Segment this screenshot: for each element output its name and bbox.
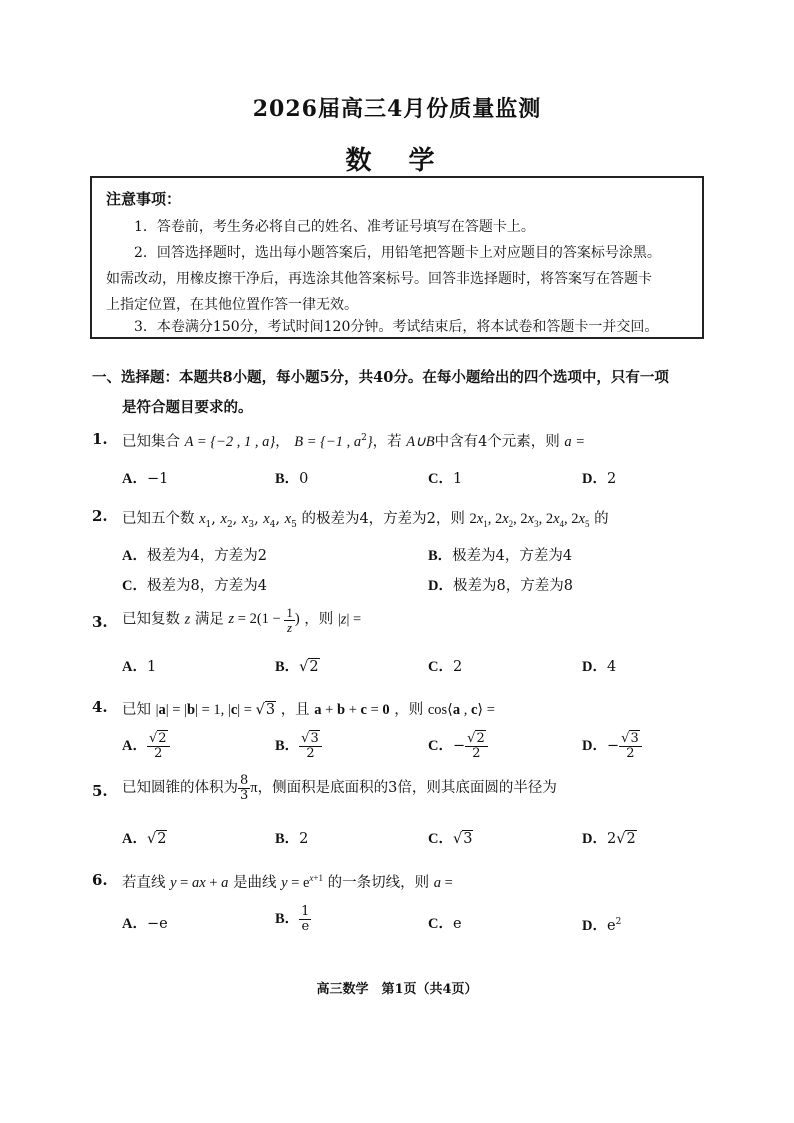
q2-option-b: B．极差为4，方差为4 (428, 548, 573, 564)
q3-option-b: B．√2 (275, 659, 319, 675)
q3-option-a: A．1 (122, 659, 157, 675)
q6-option-a: A．−e (122, 916, 168, 932)
question-6-number: 6. (92, 871, 108, 889)
question-4-number: 4. (92, 698, 108, 716)
q5-option-c: C．√3 (428, 831, 473, 847)
question-2-stem: 已知五个数 $x_1$, $x_2$, $x_3$, $x_4$, $x_5$ 的极差为4，方差为2，则 $2x_1$, $2x_2$, $2x_3$, $2x_4$, $2x_5$ 的 (122, 511, 609, 530)
q4-option-b: B． $\frac{√3}{2}$ (275, 732, 322, 760)
q5-option-d: D．2√2 (582, 831, 636, 847)
question-3-number: 3. (92, 613, 108, 631)
notice-line-4: 上指定位置，在其他位置作答一律无效。 (106, 297, 358, 313)
notice-line-2: 2．回答选择题时，选出每小题答案后，用铅笔把答题卡上对应题目的答案标号涂黑。 (134, 245, 661, 261)
question-2-number: 2. (92, 507, 108, 525)
q5-option-b: B．2 (275, 831, 309, 847)
q4-option-c: C．− $\frac{√2}{2}$ (428, 732, 488, 760)
q3-option-c: C．2 (428, 659, 463, 675)
question-5-number: 5. (92, 782, 108, 800)
q1-option-d: D．2 (582, 471, 617, 487)
q2-option-a: A．极差为4，方差为2 (122, 548, 267, 564)
q2-option-d: D．极差为8，方差为8 (428, 578, 573, 594)
q5-option-a: A．√2 (122, 831, 167, 847)
q6-option-d: D．$e^2$ (582, 917, 622, 934)
q1-option-c: C．1 (428, 471, 463, 487)
question-1-stem: 已知集合 A = {−2 , 1 , a}， B = {−1 , $a^2$}，若 A∪B中含有4个元素，则 a = (122, 433, 586, 450)
q6-option-b: B． $\frac{1}{e}$ (275, 904, 310, 934)
q4-option-a: A． $\frac{√2}{2}$ (122, 732, 170, 760)
question-1-number: 1. (92, 430, 108, 448)
subject-title: 数 学 (345, 146, 449, 176)
question-3-stem: 已知复数 z 满足 z = 2(1 − $\frac{1}{z}$ ) ，则 |z| = (122, 605, 362, 635)
q3-option-d: D．4 (582, 659, 617, 675)
q4-option-d: D．− $\frac{√3}{2}$ (582, 732, 642, 760)
exam-title: 2026届高三4月份质量监测 (252, 96, 542, 122)
q2-option-c: C．极差为8，方差为4 (122, 578, 267, 594)
page-footer: 高三数学 第1页（共4页） (316, 982, 478, 997)
question-4-stem: 已知 |a| = |b| = 1, |c| = √3 ，且 a + b + c = 0 ，则 cos⟨a , c⟩ = (122, 702, 495, 718)
notice-line-5: 3．本卷满分150分，考试时间120分钟。考试结束后，将本试卷和答题卡一并交回。 (134, 319, 659, 335)
section-heading: 一、选择题：本题共8小题，每小题5分，共40分。在每小题给出的四个选项中，只有一项 (92, 369, 669, 386)
notice-heading: 注意事项： (106, 190, 182, 208)
notice-line-1: 1．答卷前，考生务必将自己的姓名、准考证号填写在答题卡上。 (134, 219, 535, 235)
notice-line-3: 如需改动，用橡皮擦干净后，再选涂其他答案标号。回答非选择题时，将答案写在答题卡 (106, 271, 652, 287)
section-heading-2: 是符合题目要求的。 (122, 399, 253, 416)
question-5-stem: 已知圆锥的体积为 $\frac{8}{3}$ π，侧面积是底面积的3倍，则其底面圆的半径为 (122, 773, 557, 803)
q1-option-a: A．−1 (122, 471, 169, 487)
q1-option-b: B．0 (275, 471, 309, 487)
q6-option-c: C．e (428, 916, 462, 932)
question-6-stem: 若直线 y = ax + a 是曲线 $y = e^{x+1}$ 的一条切线，则 a = (122, 873, 453, 891)
